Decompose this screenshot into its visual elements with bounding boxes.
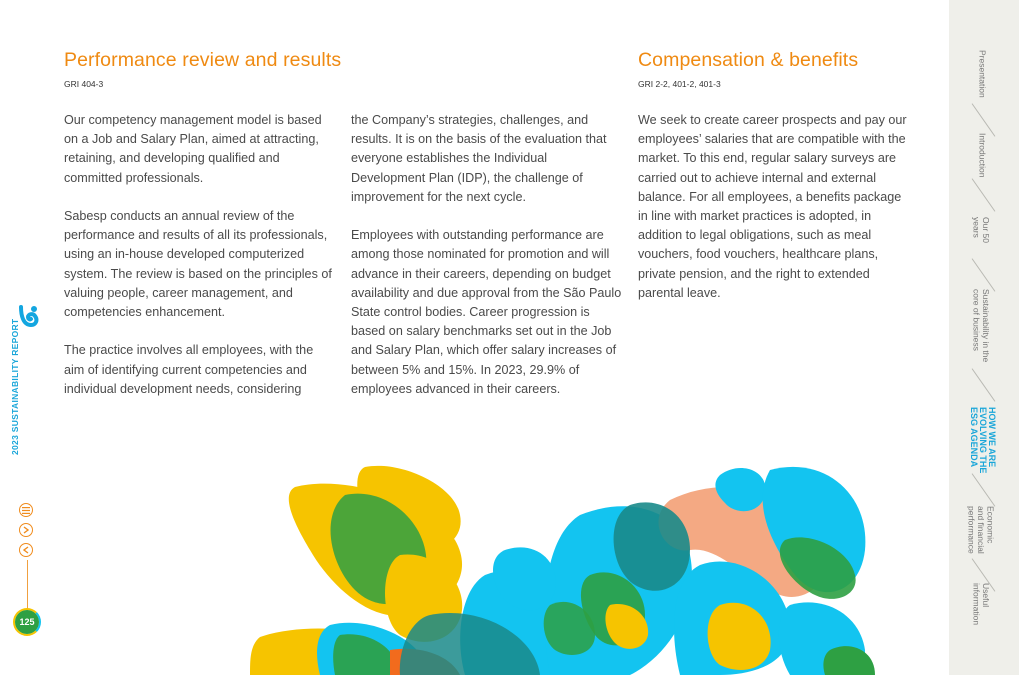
sidebar-item-our-50-years[interactable]: Our 50 years bbox=[971, 217, 991, 243]
menu-icon bbox=[22, 507, 30, 514]
page-number: 125 bbox=[15, 610, 39, 634]
sidebar-separator bbox=[972, 103, 996, 136]
previous-arrow-icon bbox=[23, 546, 29, 554]
paragraph: the Company’s strategies, challenges, and results. It is on the basis of the evaluation that everyone establishes the Individual Development Plan (IDP), the challenge of improvement for the next cycle. bbox=[351, 113, 607, 204]
paragraph: We seek to create career prospects and pay our employees’ salaries that are compatible with the market. To this end, regular salary surveys are carried out to achieve internal and external balance. For all employees, a benefits package in line with market practices is adopted, in addition to legal obligations, such as meal vouchers, food vouchers, healthcare plans, private pension, and the right to extended parental leave. bbox=[638, 113, 907, 300]
performance-column-2 bbox=[351, 111, 623, 418]
gri-reference-performance: GRI 404-3 bbox=[64, 79, 104, 89]
sidebar-item-useful-information[interactable]: Useful information bbox=[971, 583, 991, 626]
sidebar-item-introduction[interactable]: Introduction bbox=[977, 133, 988, 178]
decorative-organic-shapes bbox=[250, 455, 950, 675]
section-title-performance: Performance review and results bbox=[64, 49, 342, 71]
section-title-compensation: Compensation & benefits bbox=[638, 49, 859, 71]
next-page-button[interactable] bbox=[19, 523, 33, 537]
chapter-sidebar bbox=[949, 0, 1019, 675]
sidebar-separator bbox=[972, 258, 996, 291]
sidebar-item-sustainability[interactable]: Sustainability in the core of business bbox=[971, 289, 991, 363]
sidebar-separator bbox=[972, 178, 996, 211]
menu-button[interactable] bbox=[19, 503, 33, 517]
sidebar-item-presentation[interactable]: Presentation bbox=[977, 50, 988, 98]
sabesp-logo-icon bbox=[17, 305, 39, 327]
paragraph: The practice involves all employees, with the aim of identifying current competencies and individual development needs, considering bbox=[64, 343, 314, 396]
sidebar-item-esg-agenda[interactable]: HOW WE ARE EVOLVING THE ESG AGENDA bbox=[969, 407, 997, 474]
sidebar-item-economic-performance[interactable]: Economic and financial performance bbox=[966, 506, 996, 554]
gri-reference-compensation: GRI 2-2, 401-2, 401-3 bbox=[638, 79, 721, 89]
paragraph: Sabesp conducts an annual review of the performance and results of all its professionals, using an in-house developed computerized system. The review is based on the principles of valuing people, career management, and competencies enhancement. bbox=[64, 209, 332, 320]
performance-column-1 bbox=[64, 111, 336, 418]
next-arrow-icon bbox=[23, 526, 29, 534]
paragraph: Our competency management model is based on a Job and Salary Plan, aimed at attracting, retaining, and developing qualified and committed professionals. bbox=[64, 113, 322, 185]
previous-page-button[interactable] bbox=[19, 543, 33, 557]
paragraph: Employees with outstanding performance are among those nominated for promotion and will advance in their careers, depending on budget availability and due approval from the São Paulo State control bodies. Career progression is based on salary benchmarks set out in the Job and Salary Plan, which offer salary increases of between 5% and 15%. In 2023, 29.9% of employees advanced in their careers. bbox=[351, 228, 622, 396]
report-label: 2023 SUSTAINABILITY REPORT bbox=[10, 318, 20, 455]
sidebar-separator bbox=[972, 368, 996, 401]
sidebar-separator bbox=[972, 473, 996, 506]
compensation-column bbox=[638, 111, 910, 322]
rail-divider bbox=[27, 560, 28, 612]
